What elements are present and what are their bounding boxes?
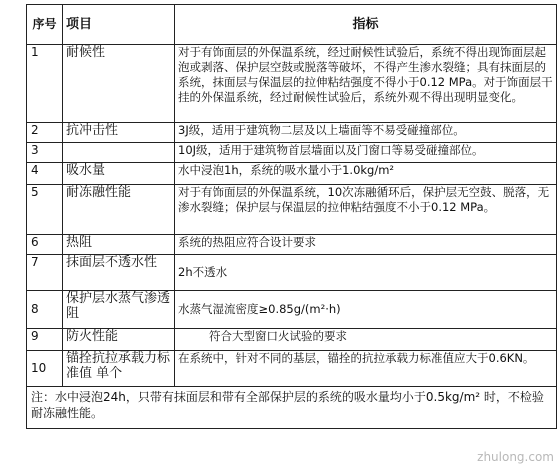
row-item: 耐冻融性能: [63, 185, 175, 235]
row-item: 吸水量: [63, 163, 175, 185]
row-no: 3: [27, 143, 63, 163]
row-spec: 水中浸泡1h，系统的吸水量小于1.0kg/m²: [175, 163, 557, 185]
row-spec: 对于有饰面层的外保温系统，经过耐候性试验后，系统不得出现饰面层起泡或剥落、保护层空鼓或脱落等破坏，不得产生渗水裂缝；具有抹面层的系统，抹面层与保温层的拉伸粘结强度不得小于0.12 MPa。对于饰面层干挂的外保温系统，经过耐候性试验后，系统外观不得出现明显变化。: [175, 45, 557, 123]
row-spec: 水蒸气湿流密度≥0.85g/(m²·h): [175, 291, 557, 329]
table-row: [27, 163, 557, 185]
row-no: 2: [27, 123, 63, 143]
row-no: 1: [27, 45, 63, 123]
row-no: 5: [27, 185, 63, 235]
row-item: 锚拴抗拉承载力标准值 单个: [63, 351, 175, 387]
row-no: 8: [27, 291, 63, 329]
header-item: 项目: [63, 5, 175, 45]
row-no: 10: [27, 351, 63, 387]
row-item: 抹面层不透水性: [63, 255, 175, 291]
header-no: 序号: [27, 5, 63, 45]
row-item: 耐候性: [63, 45, 175, 123]
row-item: 热阻: [63, 235, 175, 255]
row-spec: 对于有饰面层的外保温系统，10次冻融循环后，保护层无空鼓、脱落，无渗水裂缝；保护层与保温层的拉伸粘结强度不小于0.12 MPa。: [175, 185, 557, 235]
row-no: 4: [27, 163, 63, 185]
spec-document: [26, 4, 556, 429]
row-spec: 2h不透水: [175, 255, 557, 291]
table-header-row: [27, 5, 557, 45]
table-row: [27, 329, 557, 351]
row-item: [63, 143, 175, 163]
row-item: 保护层水蒸气渗透阻: [63, 291, 175, 329]
table-row: [27, 45, 557, 123]
watermark: zhulong.com: [477, 450, 554, 464]
table-note: 注：水中浸泡24h，只带有抹面层和带有全部保护层的系统的吸水量均小于0.5kg/m² 时，不检验耐冻融性能。: [27, 387, 557, 429]
table-row: [27, 143, 557, 163]
table-row: [27, 185, 557, 235]
row-no: 9: [27, 329, 63, 351]
row-spec: 系统的热阻应符合设计要求: [175, 235, 557, 255]
row-spec: 符合大型窗口火试验的要求: [175, 329, 557, 351]
performance-table: [26, 4, 557, 429]
table-row: [27, 291, 557, 329]
row-no: 7: [27, 255, 63, 291]
row-no: 6: [27, 235, 63, 255]
row-item: 抗冲击性: [63, 123, 175, 143]
table-row: [27, 123, 557, 143]
row-spec: 在系统中，针对不同的基层，锚拴的抗拉承载力标准值应大于0.6KN。: [175, 351, 557, 387]
table-note-row: [27, 387, 557, 429]
row-item: 防火性能: [63, 329, 175, 351]
row-spec: 10J级，适用于建筑物首层墙面以及门窗口等易受碰撞部位。: [175, 143, 557, 163]
header-spec: 指标: [175, 5, 557, 45]
table-row: [27, 235, 557, 255]
row-spec: 3J级，适用于建筑物二层及以上墙面等不易受碰撞部位。: [175, 123, 557, 143]
table-row: [27, 351, 557, 387]
table-row: [27, 255, 557, 291]
